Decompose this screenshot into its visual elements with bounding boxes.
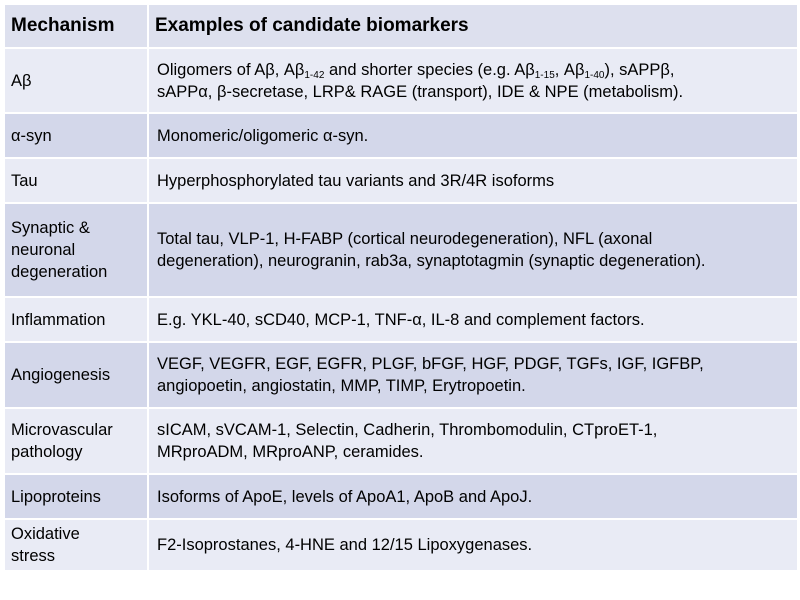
column-header-mechanism: Mechanism [4,4,148,48]
examples-cell: Total tau, VLP-1, H-FABP (cortical neurodegeneration), NFL (axonal degeneration), neurogranin, rab3a, synaptotagmin (synaptic degeneration). [148,203,798,297]
mechanism-cell: Microvascular pathology [4,408,148,474]
table-row [4,474,798,519]
mechanism-cell: α-syn [4,113,148,158]
examples-line: Oligomers of Aβ, $A\beta_{1-42}$ and shorter species (e.g. $A\beta_{1-15}$, $A\beta_{1-40}$), sAPPβ, [157,60,675,81]
column-header-examples: Examples of candidate biomarkers [148,4,798,48]
examples-cell: sICAM, sVCAM-1, Selectin, Cadherin, Thrombomodulin, CTproET-1, MRproADM, MRproANP, ceramides. [148,408,798,474]
table-header-row [4,4,798,48]
mechanism-cell: Inflammation [4,297,148,342]
examples-cell: Isoforms of ApoE, levels of ApoA1, ApoB and ApoJ. [148,474,798,519]
mechanism-cell: Angiogenesis [4,342,148,408]
table-row [4,48,798,113]
mechanism-cell: Oxidative stress [4,519,148,571]
table-row [4,203,798,297]
mechanism-cell: Aβ [4,48,148,113]
biomarker-table [3,3,799,572]
mechanism-cell: Lipoproteins [4,474,148,519]
examples-line: sAPPα, β-secretase, LRP& RAGE (transport), IDE & NPE (metabolism). [157,82,684,101]
table-row [4,342,798,408]
examples-cell: VEGF, VEGFR, EGF, EGFR, PLGF, bFGF, HGF, PDGF, TGFs, IGF, IGFBP, angiopoetin, angiostatin, MMP, TIMP, Erytropoetin. [148,342,798,408]
table-row [4,297,798,342]
table-row [4,408,798,474]
table-row [4,113,798,158]
examples-cell: Hyperphosphorylated tau variants and 3R/4R isoforms [148,158,798,203]
mechanism-cell: Synaptic & neuronal degeneration [4,203,148,297]
table-row [4,519,798,571]
examples-cell [148,48,798,113]
examples-cell: F2-Isoprostanes, 4-HNE and 12/15 Lipoxygenases. [148,519,798,571]
examples-cell: Monomeric/oligomeric α-syn. [148,113,798,158]
table-row [4,158,798,203]
mechanism-cell: Tau [4,158,148,203]
examples-cell: E.g. YKL-40, sCD40, MCP-1, TNF-α, IL-8 and complement factors. [148,297,798,342]
